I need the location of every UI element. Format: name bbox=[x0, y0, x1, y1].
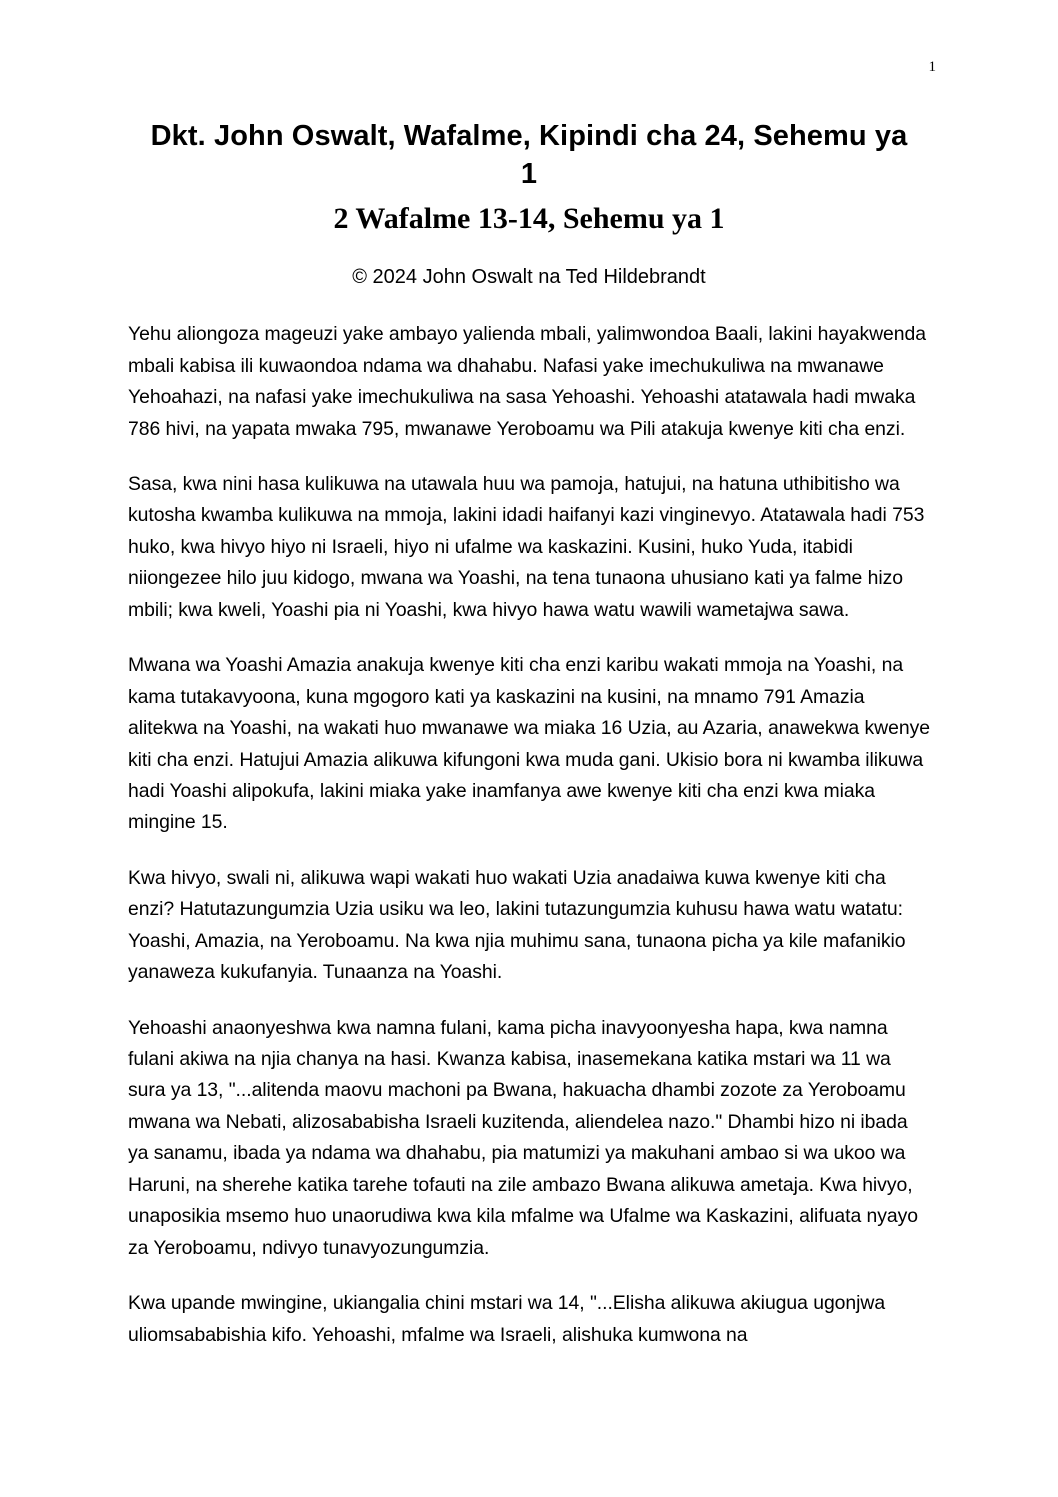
document-header bbox=[128, 118, 930, 291]
page-title: Dkt. John Oswalt, Wafalme, Kipindi cha 24, Sehemu ya 1 bbox=[150, 120, 908, 190]
copyright-line: © 2024 John Oswalt na Ted Hildebrandt bbox=[352, 266, 706, 289]
body-paragraph: Yehoashi anaonyeshwa kwa namna fulani, kama picha inavyoonyesha hapa, kwa namna fulani akiwa na njia chanya na hasi. Kwanza kabisa, inasemekana katika mstari wa 11 wa sura ya 13, "...alitenda maovu machoni pa Bwana, hakuacha dhambi zozote za Yeroboamu mwana wa Nebati, alizosababisha Israeli kuzitenda, aliendelea nazo." Dhambi hizo ni ibada ya sanamu, ibada ya ndama wa dhahabu, pia matumizi ya makuhani ambao si wa ukoo wa Haruni, na sherehe katika tarehe tofauti na zile ambazo Bwana alikuwa ametaja. Kwa hivyo, unaposikia msemo huo unaorudiwa kwa kila mfalme wa Ufalme wa Kaskazini, alifuata nyayo za Yeroboamu, ndivyo tunavyozungumzia. bbox=[128, 1016, 919, 1259]
page-number: 1 bbox=[928, 59, 936, 75]
page-subtitle: 2 Wafalme 13-14, Sehemu ya 1 bbox=[333, 202, 725, 236]
body-paragraph: Kwa hivyo, swali ni, alikuwa wapi wakati huo wakati Uzia anadaiwa kuwa kwenye kiti cha enzi? Hatutazungumzia Uzia usiku wa leo, lakini tutazungumzia kuhusu hawa watu watatu: Yoashi, Amazia, na Yeroboamu. Na kwa njia muhimu sana, tunaona picha ya kile mafanikio yanaweza kukufanyia. Tunaanza na Yoashi. bbox=[128, 866, 906, 984]
body-paragraph: Mwana wa Yoashi Amazia anakuja kwenye kiti cha enzi karibu wakati mmoja na Yoashi, na kama tutakavyoona, kuna mgogoro kati ya kaskazini na kusini, na mnamo 791 Amazia alitekwa na Yoashi, na wakati huo mwanawe wa miaka 16 Uzia, au Azaria, anawekwa kwenye kiti cha enzi. Hatujui Amazia alikuwa kifungoni kwa muda gani. Ukisio bora ni kwamba ilikuwa hadi Yoashi alipokufa, lakini miaka yake inamfanya awe kwenye kiti cha enzi kwa miaka mingine 15. bbox=[128, 654, 930, 834]
document-body bbox=[128, 319, 930, 1351]
body-paragraph: Sasa, kwa nini hasa kulikuwa na utawala huu wa pamoja, hatujui, na hatuna uthibitisho wa kutosha kwamba kulikuwa na mmoja, lakini idadi haifanyi kazi vinginevyo. Atatawala hadi 753 huko, kwa hivyo hiyo ni Israeli, hiyo ni ufalme wa kaskazini. Kusini, huko Yuda, itabidi niiongezee hilo juu kidogo, mwana wa Yoashi, na tena tunaona uhusiano kati ya falme hizo mbili; kwa kweli, Yoashi pia ni Yoashi, kwa hivyo hawa watu wawili wametajwa sawa. bbox=[128, 473, 925, 621]
body-paragraph: Yehu aliongoza mageuzi yake ambayo yalienda mbali, yalimwondoa Baali, lakini hayakwenda mbali kabisa ili kuwaondoa ndama wa dhahabu. Nafasi yake imechukuliwa na mwanawe Yehoahazi, na nafasi yake imechukuliwa na sasa Yehoashi. Yehoashi atatawala hadi mwaka 786 hivi, na yapata mwaka 795, mwanawe Yeroboamu wa Pili atakuja kwenye kiti cha enzi. bbox=[128, 323, 926, 440]
body-paragraph: Kwa upande mwingine, ukiangalia chini mstari wa 14, "...Elisha alikuwa akiugua ugonjwa uliomsababishia kifo. Yehoashi, mfalme wa Israeli, alishuka kumwona na bbox=[128, 1292, 886, 1346]
